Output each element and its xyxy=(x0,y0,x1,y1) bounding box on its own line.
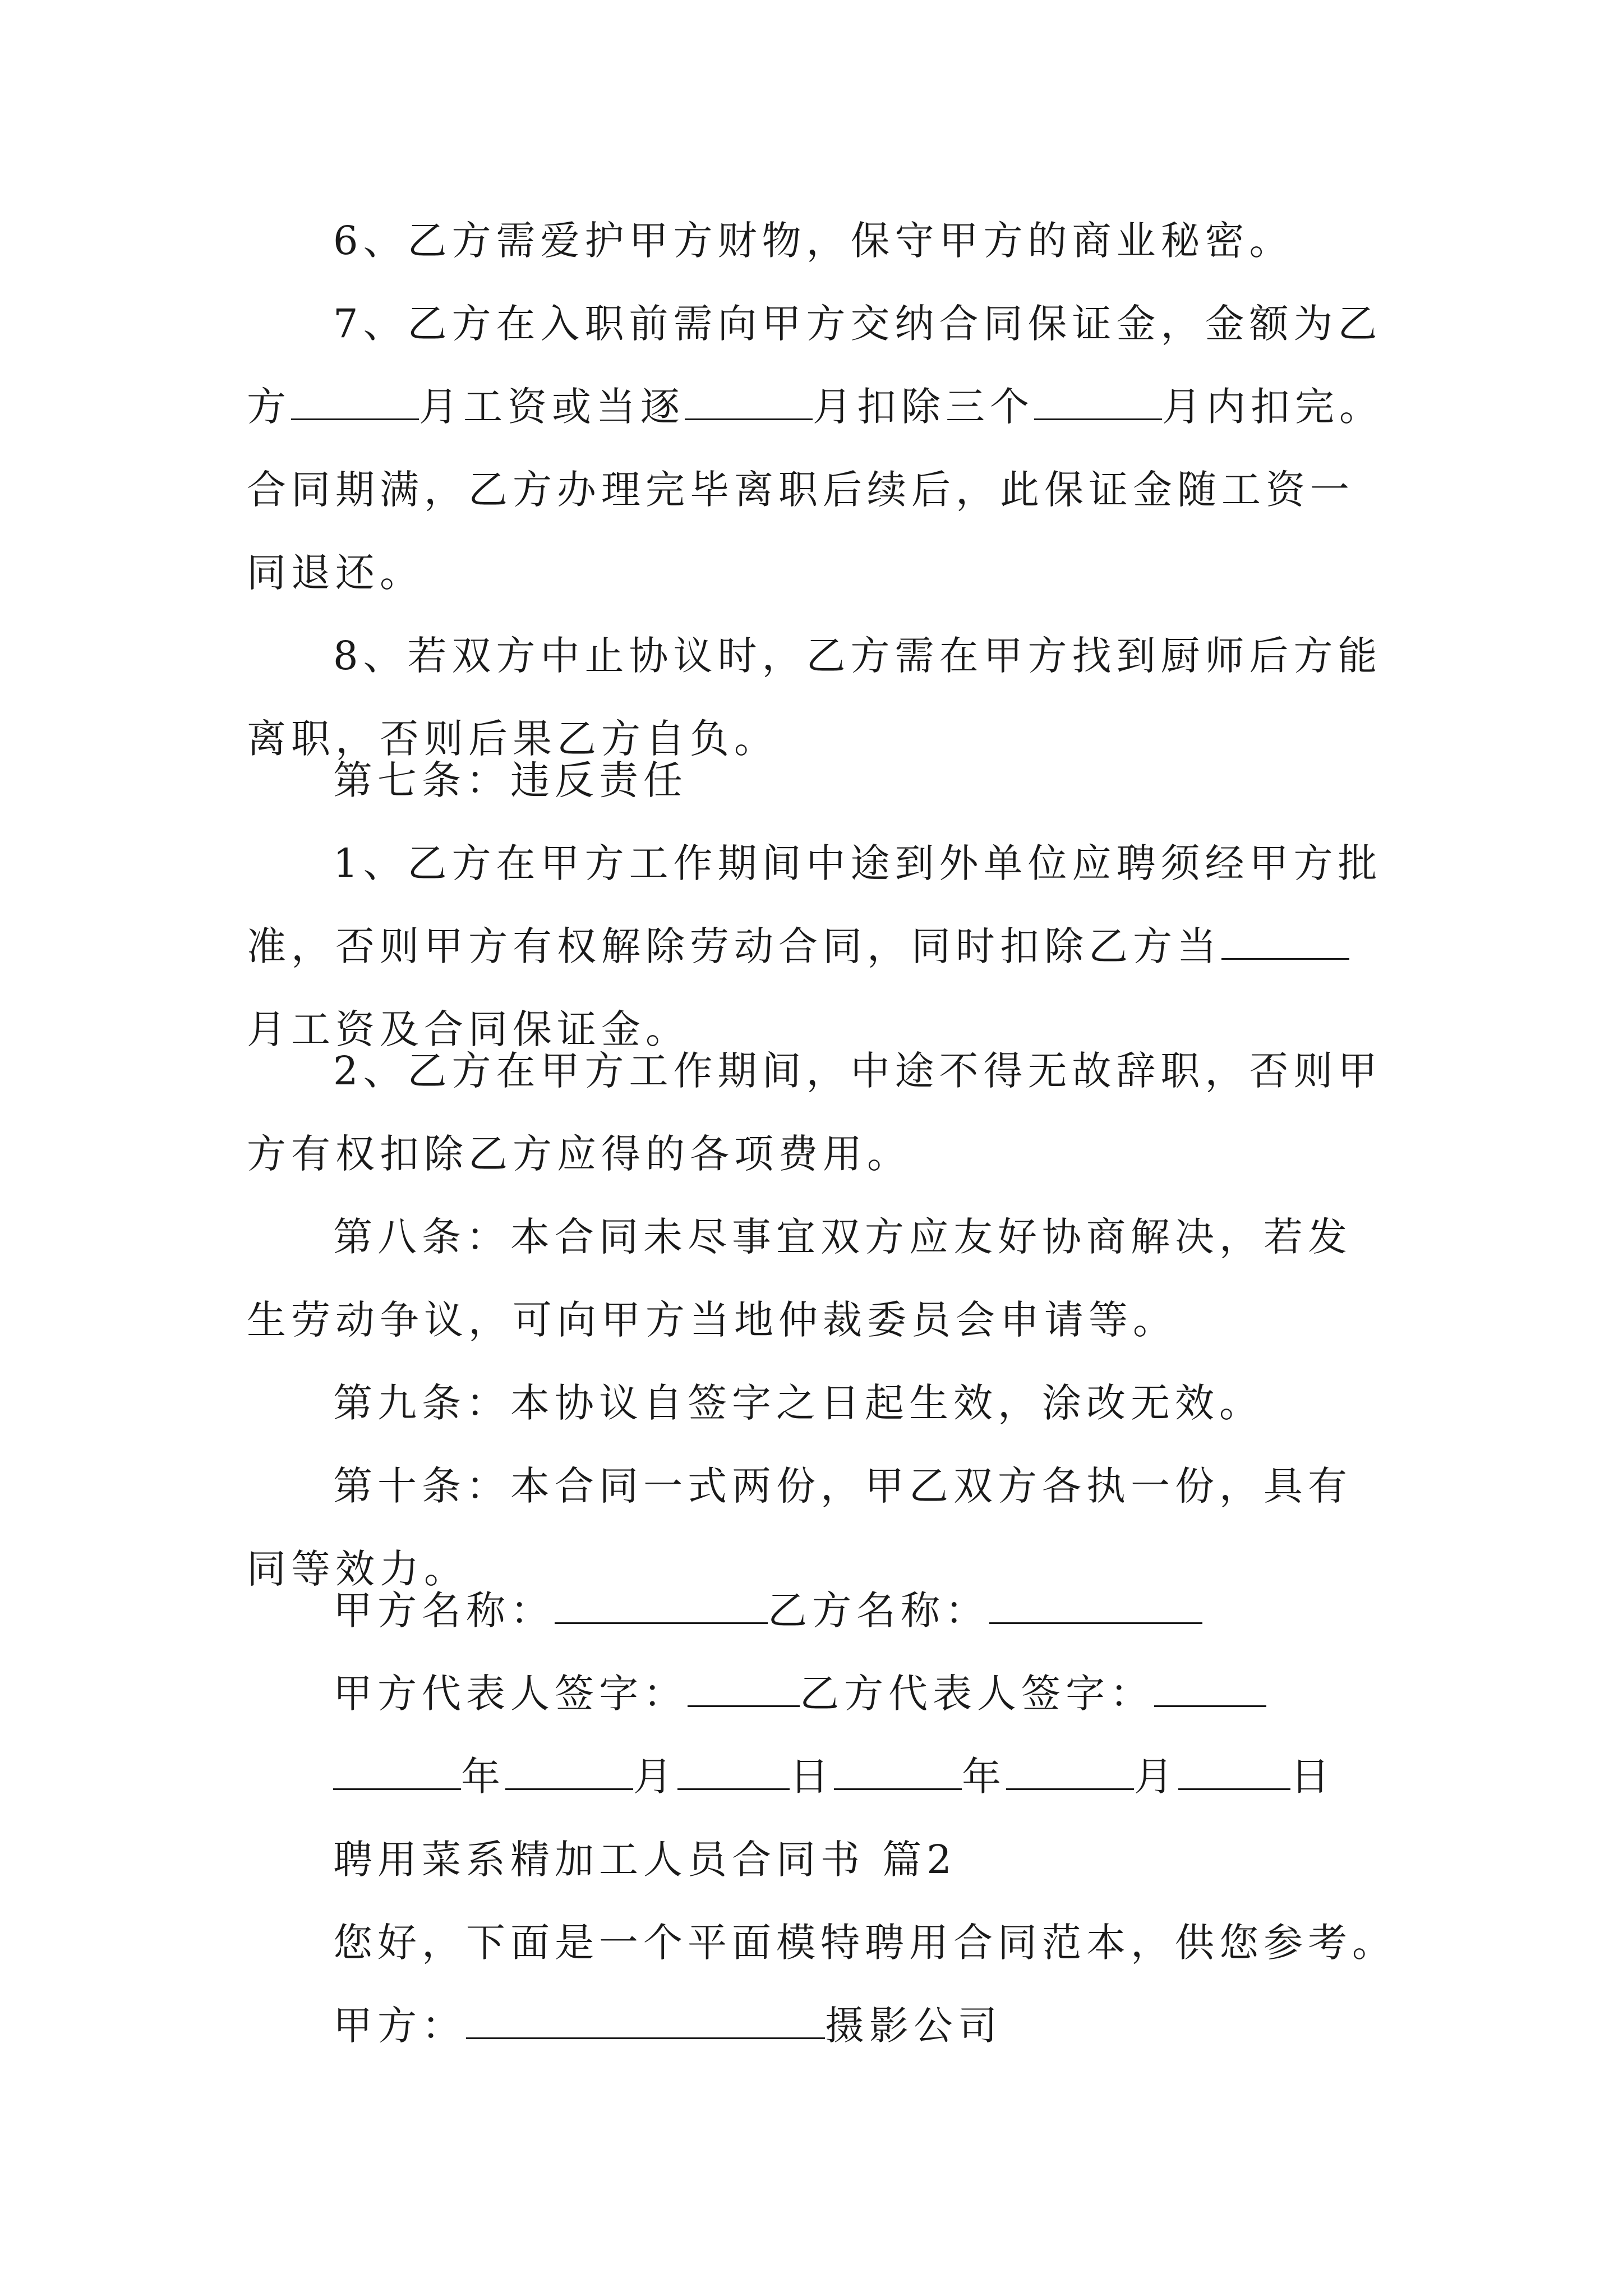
article-8: 第八条：本合同未尽事宜双方应友好协商解决，若发生劳动争议，可向甲方当地仲裁委员会申请等。 xyxy=(247,1214,1352,1343)
clause-7-part-b: 月工资或当逐 xyxy=(419,384,685,430)
party-a-rep-label: 甲方代表人签字： xyxy=(333,1671,688,1717)
party-a-name-blank xyxy=(555,1588,768,1624)
year-blank xyxy=(834,1754,962,1790)
day-blank xyxy=(677,1754,790,1790)
year-blank xyxy=(333,1754,461,1790)
party-b-name-blank xyxy=(989,1588,1202,1624)
article-7-clause-1-part-a: 1、乙方在甲方工作期间中途到外单位应聘须经甲方批准，否则甲方有权解除劳动合同，同时扣除乙方当 xyxy=(247,840,1382,969)
article-7-title: 第七条：违反责任 xyxy=(333,757,688,803)
representative-line xyxy=(333,1652,1266,1735)
date-line xyxy=(333,1735,1335,1818)
party-a-name-label: 甲方名称： xyxy=(333,1588,555,1634)
clause-7 xyxy=(247,282,1385,614)
party-names-line xyxy=(333,1569,1202,1652)
section-2-title: 聘用菜系精加工人员合同书 篇2 xyxy=(333,1837,957,1883)
month-label: 月 xyxy=(1134,1754,1178,1800)
blank-line xyxy=(1034,384,1162,420)
blank-line xyxy=(1221,923,1349,960)
day-blank xyxy=(1178,1754,1290,1790)
month-blank xyxy=(505,1754,633,1790)
clause-6: 6、乙方需爱护甲方财物，保守甲方的商业秘密。 xyxy=(333,218,1294,264)
year-label: 年 xyxy=(461,1754,505,1800)
party-a-suffix: 摄影公司 xyxy=(825,2003,1002,2049)
day-label: 日 xyxy=(1290,1754,1335,1800)
article-7-clause-1-part-b: 月工资及合同保证金。 xyxy=(247,1006,690,1052)
day-label: 日 xyxy=(790,1754,834,1800)
clause-7-part-a: 7、乙方在入职前需向甲方交纳合同保证金，金额为乙方 xyxy=(247,301,1382,430)
blank-line xyxy=(685,384,813,420)
party-b-rep-label: 乙方代表人签字： xyxy=(800,1671,1154,1717)
party-a-blank xyxy=(466,2003,825,2039)
article-10: 第十条：本合同一式两份，甲乙双方各执一份，具有同等效力。 xyxy=(247,1463,1352,1592)
month-label: 月 xyxy=(633,1754,677,1800)
clause-7-part-d: 月内扣完。合同期满，乙方办理完毕离职后续后，此保证金随工资一同退还。 xyxy=(247,384,1384,596)
party-a-rep-blank xyxy=(688,1671,800,1707)
party-b-rep-blank xyxy=(1154,1671,1266,1707)
party-a-label: 甲方： xyxy=(333,2003,466,2049)
party-b-name-label: 乙方名称： xyxy=(768,1588,989,1634)
year-label: 年 xyxy=(962,1754,1006,1800)
section-2-intro: 您好，下面是一个平面模特聘用合同范本，供您参考。 xyxy=(333,1920,1396,1966)
blank-line xyxy=(291,384,419,420)
section-2-party-a xyxy=(333,1984,1002,2067)
article-7-clause-2: 2、乙方在甲方工作期间，中途不得无故辞职，否则甲方有权扣除乙方应得的各项费用。 xyxy=(247,1048,1382,1177)
article-9: 第九条：本协议自签字之日起生效，涂改无效。 xyxy=(333,1380,1264,1426)
clause-7-part-c: 月扣除三个 xyxy=(813,384,1034,430)
clause-8: 8、若双方中止协议时，乙方需在甲方找到厨师后方能离职，否则后果乙方自负。 xyxy=(247,633,1382,762)
month-blank xyxy=(1006,1754,1134,1790)
